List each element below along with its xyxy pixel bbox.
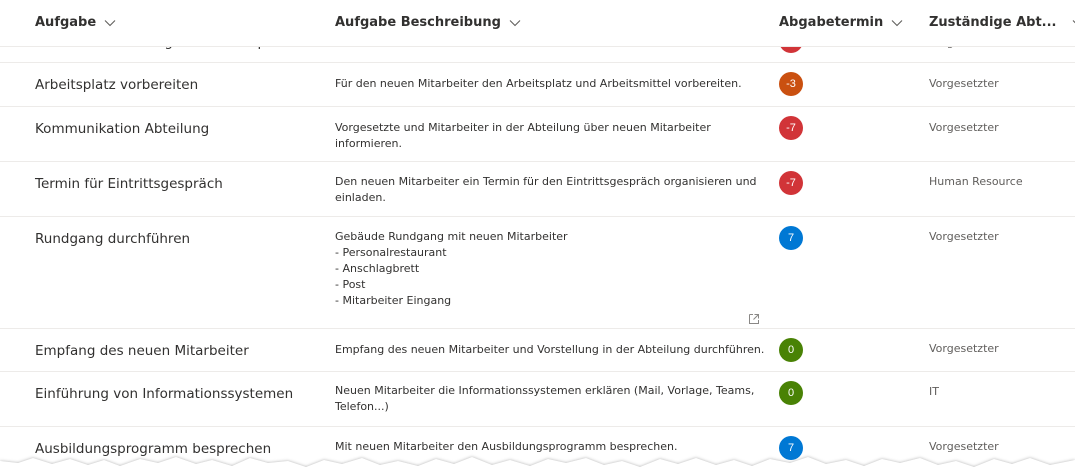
description-line: Gebäude Rundgang mit neuen Mitarbeiter — [335, 230, 568, 243]
table-row[interactable] — [0, 217, 1075, 329]
description-line: Mit neuen Mitarbeiter den Ausbildungsprogramm besprechen. — [335, 440, 678, 453]
description-line: einladen. — [335, 191, 386, 204]
table-row[interactable] — [0, 107, 1075, 162]
due-badge-wrap — [779, 171, 803, 195]
table-row[interactable] — [0, 372, 1075, 427]
task-title[interactable]: Kommunikation Abteilung — [35, 121, 210, 137]
description-line: Den neuen Mitarbeiter ein Termin für den Eintrittsgespräch organisieren und — [335, 175, 757, 188]
description-line: Neuen Mitarbeiter die Informationssystemen erklären (Mail, Vorlage, Teams, — [335, 384, 755, 397]
column-header-label: Zuständige Abt... — [929, 15, 1057, 30]
task-description — [335, 174, 755, 206]
table-row[interactable] — [0, 63, 1075, 107]
due-badge: 0 — [779, 381, 803, 405]
column-header-row — [0, 0, 1075, 47]
description-line: Empfang des neuen Mitarbeiter und Vorstellung in der Abteilung durchführen. — [335, 343, 765, 356]
department-text: Vorgesetzter — [929, 77, 999, 90]
task-title[interactable]: Ausbildungsprogramm besprechen — [35, 441, 272, 457]
due-badge: -7 — [779, 171, 803, 195]
description-line: - Personalrestaurant — [335, 246, 447, 259]
description-line: informieren. — [335, 137, 403, 150]
column-header-task[interactable] — [35, 15, 117, 30]
task-description — [335, 229, 755, 309]
column-header-department[interactable] — [929, 15, 1075, 30]
chevron-down-icon — [103, 16, 117, 30]
due-badge: -3 — [779, 72, 803, 96]
column-header-due-date[interactable] — [779, 15, 904, 30]
department-text: Human Resource — [929, 175, 1023, 188]
description-line: - Mitarbeiter Eingang — [335, 294, 452, 307]
department-text: IT — [929, 385, 939, 398]
task-title[interactable]: Empfang des neuen Mitarbeiter — [35, 343, 249, 359]
department-text: Vorgesetzter — [929, 121, 999, 134]
torn-edge-decoration — [0, 439, 1075, 473]
due-badge: 0 — [779, 338, 803, 362]
due-badge: 7 — [779, 226, 803, 250]
description-line: - Post — [335, 278, 366, 291]
task-title[interactable]: Arbeitsplatz vorbereiten — [35, 77, 199, 93]
chevron-down-icon — [890, 16, 904, 30]
task-description — [335, 76, 755, 92]
chevron-down-icon — [1071, 16, 1075, 30]
due-badge-wrap — [779, 381, 803, 405]
column-header-label: Abgabetermin — [779, 15, 884, 30]
department-text: Vorgesetzter — [929, 440, 999, 453]
due-badge-wrap — [779, 116, 803, 140]
description-line: Vorgesetzte und Mitarbeiter in der Abteilung über neuen Mitarbeiter — [335, 121, 711, 134]
table-row[interactable] — [0, 162, 1075, 217]
column-header-label: Aufgabe Beschreibung — [335, 15, 501, 30]
task-title[interactable]: Einführung von Informationssystemen — [35, 386, 294, 402]
description-line: Telefon...) — [335, 400, 389, 413]
task-title[interactable]: Termin für Eintrittsgespräch — [35, 176, 223, 192]
task-description — [335, 342, 765, 358]
due-badge-wrap — [779, 338, 803, 362]
description-line: - Anschlagbrett — [335, 262, 420, 275]
open-in-new-window-icon[interactable] — [748, 313, 760, 325]
column-header-description[interactable] — [335, 15, 522, 30]
chevron-down-icon — [508, 16, 522, 30]
due-badge-wrap — [779, 226, 803, 250]
due-badge: 7 — [779, 436, 803, 460]
due-badge-wrap — [779, 72, 803, 96]
task-title[interactable]: Rundgang durchführen — [35, 231, 191, 247]
description-line: Für den neuen Mitarbeiter den Arbeitsplatz und Arbeitsmittel vorbereiten. — [335, 77, 742, 90]
table-row[interactable] — [0, 329, 1075, 372]
due-badge: -7 — [779, 116, 803, 140]
task-description — [335, 120, 755, 152]
column-header-label: Aufgabe — [35, 15, 97, 30]
department-text: Vorgesetzter — [929, 230, 999, 243]
task-description — [335, 383, 755, 415]
department-text: Vorgesetzter — [929, 342, 999, 355]
